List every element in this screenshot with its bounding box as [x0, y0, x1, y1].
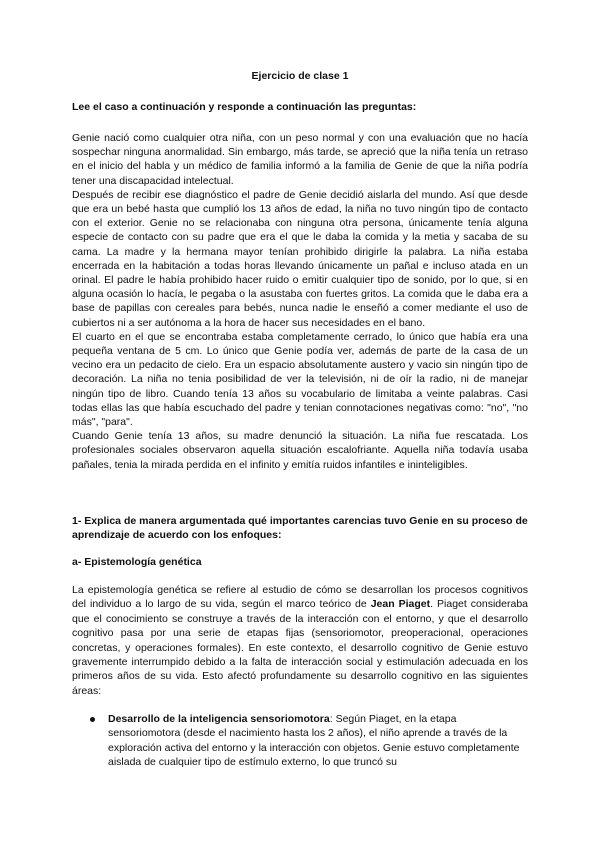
case-paragraph: Después de recibir ese diagnóstico el padre de Genie decidió aislarla del mundo. Así que desde que era un bebé hasta que cumplió los 13 años de edad, la niña no tuvo ningún tipo de contacto con el exterior. Genie no se relacionaba con ninguna otra persona, únicamente tenía alguna especie de contacto con su padre que era el que le daba la comida y la metia y sacaba de su cama. La madre y la hermana mayor tenían prohibido dirigirle la palabra. La niña estaba encerrada en la habitación a todas horas llevando únicamente un pañal e incluso atada en un orinal. El padre le había prohibido hacer ruido o emitir cualquier tipo de sonido, por lo que, si en alguna ocasión lo hacía, le pegaba o la asustaba con fuertes gritos. La comida que le daba era a base de papillas con cereales para bebés, nunca nadie le enseñó a comer mediante el uso de cubiertos ni a ser autónoma a la hora de hacer sus necesidades en el bano. — [72, 188, 528, 329]
instructions: Lee el caso a continuación y responde a continuación las preguntas: — [72, 101, 417, 113]
author-name: Jean Piaget — [370, 598, 431, 611]
case-text — [72, 131, 528, 472]
list-item — [88, 712, 526, 770]
question-1: 1- Explica de manera argumentada qué importantes carencias tuvo Genie en su proceso de aprendizaje de acuerdo con los enfoques: — [72, 515, 528, 542]
epistemology-paragraph — [72, 583, 528, 698]
paragraph-text: La epistemología genética se refiere al estudio de cómo se desarrollan los procesos cognitivos del individuo a lo largo de su vida, según el marco teórico de — [72, 584, 528, 611]
case-paragraph: El cuarto en el que se encontraba estaba completamente cerrado, lo único que había era una pequeña ventana de 5 cm. Lo único que Genie podía ver, además de parte de la casa de un vecino era un pedacito de cielo. Era un espacio absolutamente austero y vacio sin ningún tipo de decoración. La niña no tenia posibilidad de ver la televisión, ni de oír la radio, ni de manejar ningún tipo de libro. Cuando tenía 13 años su vocabulario de limitaba a veinte palabras. Casi todas ellas las que había escuchado del padre y tenian connotaciones negativas como: "no", "no más", "para". — [72, 330, 528, 429]
document-title: Ejercicio de clase 1 — [251, 70, 349, 82]
case-paragraph: Cuando Genie tenía 13 años, su madre denunció la situación. La niña fue rescatada. Los profesionales sociales observaron aquella situación escalofriante. Aquella niña todavía usaba pañales, tenia la mirada perdida en el infinito y emitía ruidos infantiles e ininteligibles. — [72, 430, 528, 471]
case-paragraph: Genie nació como cualquier otra niña, con un peso normal y con una evaluación que no hacía sospechar ninguna anormalidad. Sin embargo, más tarde, se apreció que la niña tenía un retraso en el inicio del habla y un médico de familia informó a la familia de Genie de que la niña podría tener una discapacidad intelectual. — [72, 132, 528, 187]
bullet-icon — [90, 717, 95, 722]
section-heading: a- Epistemología genética — [72, 556, 202, 568]
bullet-term: Desarrollo de la inteligencia sensoriomotora — [108, 713, 330, 725]
bullet-text: : Según Piaget, en la etapa sensoriomotora (desde el nacimiento hasta los 2 años), el niño aprende a través de la exploración activa del entorno y la interacción con objetos. Genie estuvo completamente aislada de cualquier tipo de estímulo externo, lo que truncó su — [108, 713, 520, 769]
bullet-list — [88, 712, 526, 770]
paragraph-text: . Piaget consideraba que el conocimiento se construye a través de la interacción con el entorno, y que el desarrollo cognitivo pasa por una serie de etapas fijas (sensoriomotor, preoperacional, operaciones concretas, y operaciones formales). En este contexto, el desarrollo cognitivo de Genie estuvo gravemente interrumpido debido a la falta de interacción social y estimulación adecuada en los primeros años de su vida. Esto afectó profundamente su desarrollo cognitivo en las siguientes áreas: — [72, 598, 529, 697]
